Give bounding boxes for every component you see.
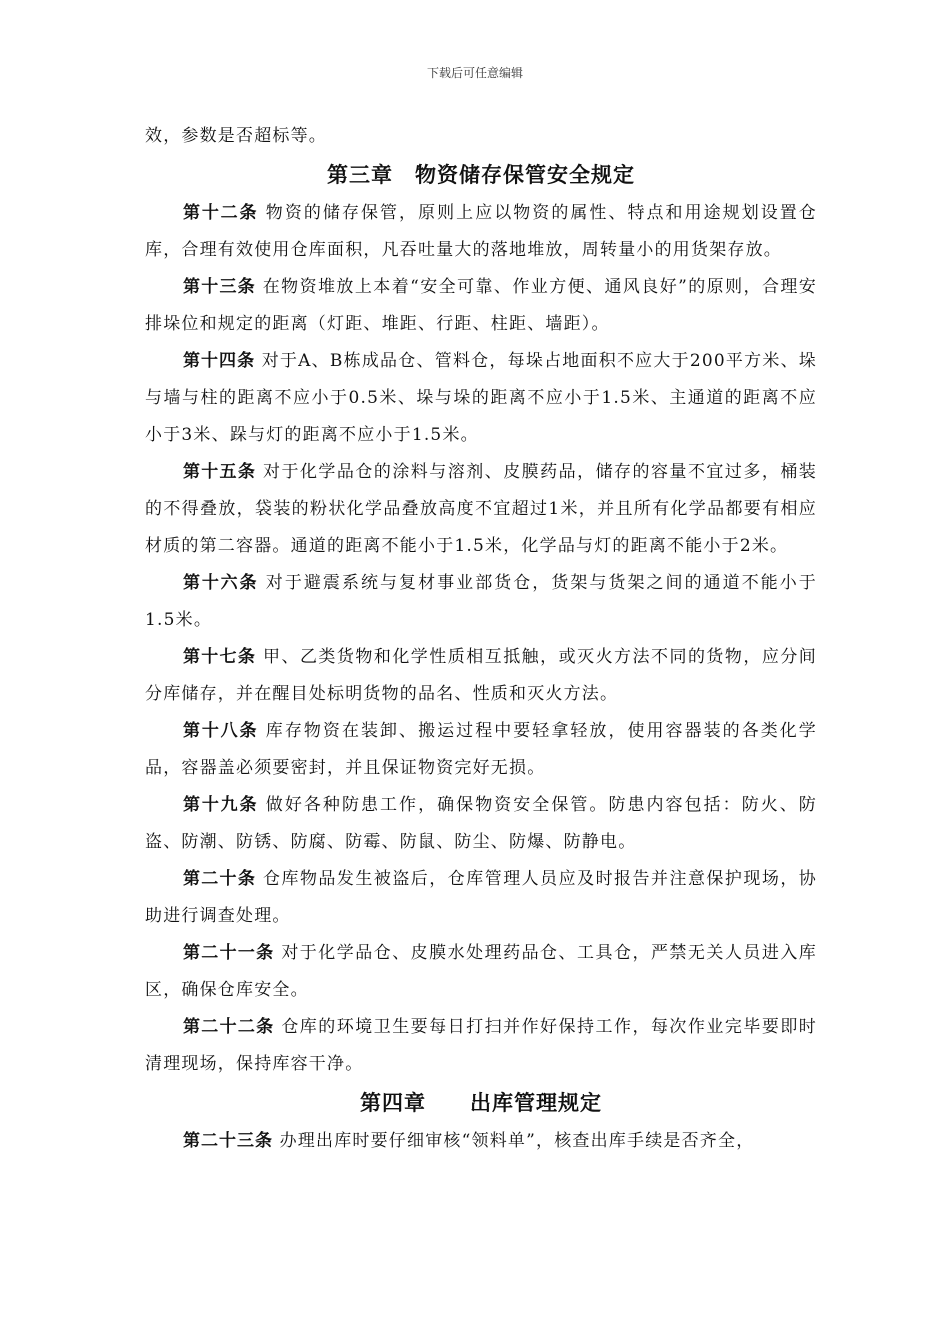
article-label: 第十五条 bbox=[183, 462, 257, 482]
article-paragraph bbox=[145, 454, 817, 565]
article-paragraph bbox=[145, 1009, 817, 1083]
document-body bbox=[145, 118, 817, 1160]
article-paragraph bbox=[145, 639, 817, 713]
article-paragraph bbox=[145, 861, 817, 935]
article-paragraph bbox=[145, 343, 817, 454]
article-label: 第十六条 bbox=[183, 573, 259, 593]
article-paragraph bbox=[145, 787, 817, 861]
page-header: 下载后可任意编辑 bbox=[426, 66, 523, 80]
continued-paragraph: 效，参数是否超标等。 bbox=[145, 126, 327, 146]
article-text: 甲、乙类货物和化学性质相互抵触，或灭火方法不同的货物，应分间分库储存，并在醒目处标明货物的品名、性质和灭火方法。 bbox=[145, 647, 818, 704]
article-text: 对于化学品仓的涂料与溶剂、皮膜药品，储存的容量不宜过多，桶装的不得叠放，袋装的粉状化学品叠放高度不宜超过1米，并且所有化学品都要有相应材质的第二容器。通道的距离不能小于1.5米，化学品与灯的距离不能小于2米。 bbox=[145, 462, 818, 556]
article-paragraph bbox=[145, 195, 817, 269]
article-paragraph bbox=[145, 1123, 817, 1160]
chapter-heading: 第三章 物资储存保管安全规定 bbox=[327, 162, 635, 187]
article-text: 做好各种防患工作，确保物资安全保管。防患内容包括：防火、防盗、防潮、防锈、防腐、防霉、防鼠、防尘、防爆、防静电。 bbox=[145, 795, 817, 852]
article-text: 物资的储存保管，原则上应以物资的属性、特点和用途规划设置仓库，合理有效使用仓库面积，凡吞吐量大的落地堆放，周转量小的用货架存放。 bbox=[145, 203, 817, 260]
article-label: 第十三条 bbox=[183, 277, 256, 297]
article-paragraph bbox=[145, 565, 817, 639]
article-text: 库存物资在装卸、搬运过程中要轻拿轻放，使用容器装的各类化学品，容器盖必须要密封，并且保证物资完好无损。 bbox=[145, 721, 817, 778]
article-label: 第十七条 bbox=[183, 647, 257, 667]
article-label: 第二十三条 bbox=[183, 1131, 273, 1151]
article-text: 办理出库时要仔细审核“领料单”，核查出库手续是否齐全， bbox=[279, 1131, 755, 1151]
article-text: 仓库的环境卫生要每日打扫并作好保持工作，每次作业完毕要即时清理现场，保持库容干净。 bbox=[145, 1017, 817, 1074]
article-label: 第十四条 bbox=[183, 351, 256, 371]
article-label: 第十九条 bbox=[183, 795, 259, 815]
article-label: 第二十一条 bbox=[183, 943, 275, 963]
article-text: 仓库物品发生被盗后，仓库管理人员应及时报告并注意保护现场，协助进行调查处理。 bbox=[145, 869, 818, 926]
article-label: 第十八条 bbox=[183, 721, 259, 741]
article-paragraph bbox=[145, 935, 817, 1009]
article-text: 对于避震系统与复材事业部货仓，货架与货架之间的通道不能小于1.5米。 bbox=[145, 573, 817, 630]
article-paragraph bbox=[145, 269, 817, 343]
article-label: 第二十二条 bbox=[183, 1017, 275, 1037]
chapter-heading: 第四章 出库管理规定 bbox=[360, 1090, 602, 1115]
article-label: 第十二条 bbox=[183, 203, 259, 223]
article-text: 对于A、B栋成品仓、管料仓，每垛占地面积不应大于200平方米、垛与墙与柱的距离不应小于0.5米、垛与垛的距离不应小于1.5米、主通道的距离不应小于3米、跺与灯的距离不应小于1.5米。 bbox=[145, 351, 818, 445]
article-text: 对于化学品仓、皮膜水处理药品仓、工具仓，严禁无关人员进入库区，确保仓库安全。 bbox=[145, 943, 817, 1000]
article-paragraph bbox=[145, 713, 817, 787]
article-text: 在物资堆放上本着“安全可靠、作业方便、通风良好”的原则，合理安排垛位和规定的距离（灯距、堆距、行距、柱距、墙距）。 bbox=[145, 277, 817, 334]
article-label: 第二十条 bbox=[183, 869, 257, 889]
